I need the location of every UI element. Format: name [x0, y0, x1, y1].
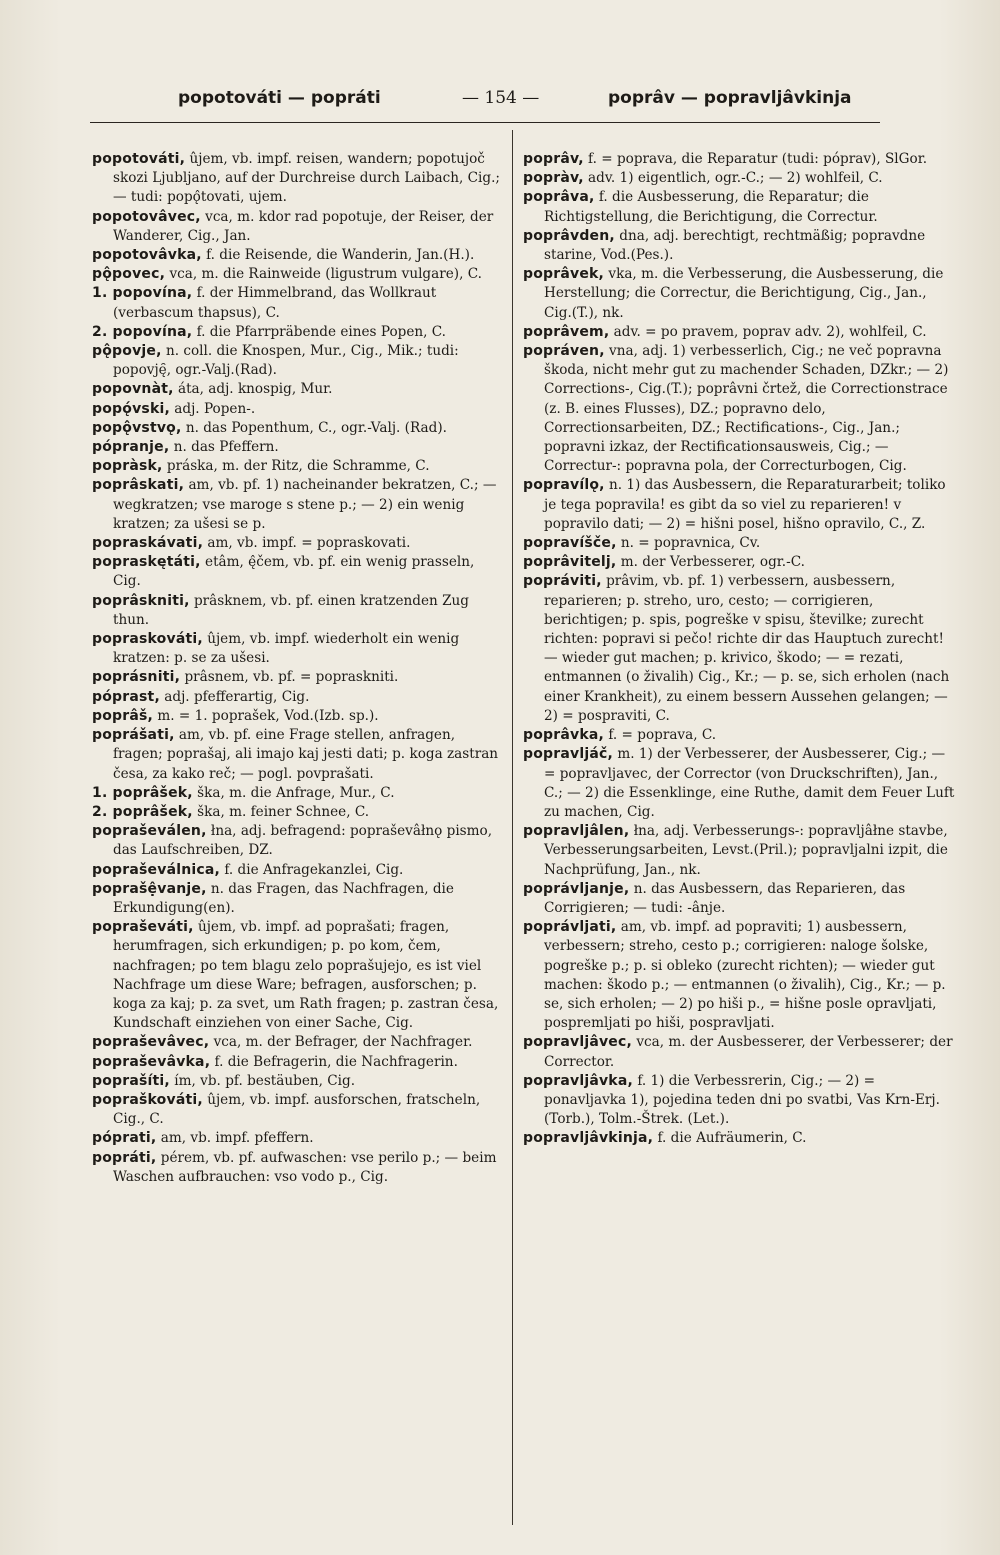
entry-headword: poprâvitelj,: [523, 554, 617, 571]
entry-definition: práska, m. der Ritz, die Schramme, C.: [162, 458, 430, 475]
dictionary-entry: [92, 688, 502, 707]
entry-headword: popráven,: [523, 343, 605, 360]
entry-headword: poprášati,: [92, 727, 175, 744]
entry-headword: 2. poprâšek,: [92, 803, 193, 820]
dictionary-entry: [92, 342, 502, 380]
entry-definition: adv. 1) eigentlich, ogr.-C.; — 2) wohlfeil, C.: [583, 170, 883, 187]
entry-headword: pǫ̂povec,: [92, 266, 166, 283]
entry-definition: f. = poprava, die Reparatur (tudi: póprav), SlGor.: [583, 151, 928, 167]
dictionary-entry: [523, 150, 955, 169]
entry-headword: popráti,: [92, 1149, 157, 1166]
dictionary-entry: [92, 918, 502, 1033]
entry-headword: popraševálnica,: [92, 861, 221, 878]
entry-definition: adv. = po pravem, poprav adv. 2), wohlfeil, C.: [609, 323, 927, 340]
entry-headword: pǫ̂povje,: [92, 343, 162, 360]
dictionary-entry: [523, 342, 955, 476]
entry-definition: prâsknem, vb. pf. einen kratzenden Zug thun.: [113, 592, 469, 628]
entry-definition: am, vb. impf. ad popraviti; 1) ausbessern, verbessern; streho, cesto p.; corrigieren: naloge šolske, pogreške p.; p. si obleko (zurecht richten); — wieder gut machen: škodo p.; — entmannen (o živalih), Cig., Kr.; — p. se, sich erholen; — 2) po hiši p., = hišne posle opravljati, pospremljati po hiši, pospravljati.: [544, 919, 946, 1032]
dictionary-entry: [92, 861, 502, 880]
entry-definition: f. die Ausbesserung, die Reparatur; die Richtigstellung, die Berichtigung, die Correctur.: [544, 189, 878, 225]
entry-definition: ím, vb. pf. bestäuben, Cig.: [169, 1072, 356, 1089]
entry-definition: n. = popravnica, Cv.: [616, 535, 761, 552]
dictionary-entry: [92, 265, 502, 284]
dictionary-entry: [92, 553, 502, 591]
dictionary-entry: [92, 150, 502, 208]
entry-definition: f. = poprava, C.: [604, 727, 717, 744]
entry-definition: am, vb. impf. pfeffern.: [156, 1130, 314, 1147]
dictionary-entry: [92, 1053, 502, 1072]
dictionary-entry: [92, 438, 502, 457]
dictionary-entry: [92, 726, 502, 784]
entry-headword: popraskętáti,: [92, 554, 201, 571]
entry-definition: m. der Verbesserer, ogr.-C.: [616, 554, 805, 571]
entry-headword: poprâvka,: [523, 727, 605, 744]
dictionary-entry: [523, 726, 955, 745]
entry-headword: pópranje,: [92, 439, 170, 456]
entry-headword: popotováti,: [92, 151, 186, 167]
entry-headword: popravljáč,: [523, 746, 614, 763]
dictionary-entry: [523, 880, 955, 918]
entry-headword: popǫ̂vstvǫ,: [92, 419, 182, 436]
entry-definition: łna, adj. befragend: popraševâłnǫ pismo, das Laufschreiben, DZ.: [113, 823, 493, 859]
entry-definition: ûjem, vb. impf. reisen, wandern; popotujoč skozi Ljubljano, auf der Durchreise durch Laibach, Cig.; — tudi: popǫ̂tovati, ujem.: [113, 151, 500, 206]
entry-definition: dna, adj. berechtigt, rechtmäßig; popravdne starine, Vod.(Pes.).: [544, 227, 926, 264]
entry-headword: popraševâvka,: [92, 1053, 211, 1070]
entry-definition: łna, adj. Verbesserungs-: popravljâłne stavbe, Verbesserungsarbeiten, Levst.(Pril.); popravljalni izpit, die Nachprüfung, Jan., nk.: [544, 823, 948, 878]
entry-headword: popràv,: [523, 170, 584, 187]
entry-definition: f. die Reisende, die Wanderin, Jan.(H.).: [201, 247, 475, 264]
entry-headword: poprávljati,: [523, 919, 617, 936]
entry-definition: vna, adj. 1) verbesserlich, Cig.; ne več popravna škoda, nicht mehr gut zu machender Schaden, DZkr.; — 2) Corrections-, Cig.(T.); poprâvni črtež, die Correctionstrace (z. B. eines Flusses), DZ.; popravno delo, Correctionsarbeiten, DZ.; Rectifications-, Cig., Jan.; popravni izkaz, der Rectificationsausweis, Cig.; — Correctur-: popravna pola, der Correcturbogen, Cig.: [544, 343, 949, 475]
entry-definition: ška, m. feiner Schnee, C.: [192, 803, 370, 820]
dictionary-entry: [92, 1072, 502, 1091]
entry-headword: poprâvem,: [523, 323, 610, 340]
entry-headword: poprâš,: [92, 707, 154, 724]
entry-headword: popravljâvec,: [523, 1034, 633, 1051]
dictionary-entry: [92, 208, 502, 246]
left-column: [92, 150, 502, 1187]
entry-headword: popravljâvkinja,: [523, 1130, 654, 1147]
dictionary-entry: [92, 630, 502, 668]
dictionary-entry: [523, 1129, 955, 1148]
dictionary-entry: [92, 784, 502, 803]
entry-headword: póprast,: [92, 688, 160, 705]
entry-definition: vca, m. kdor rad popotuje, der Reiser, der Wanderer, Cig., Jan.: [113, 208, 494, 244]
column-divider: [512, 130, 513, 1525]
dictionary-entry: [523, 188, 955, 226]
dictionary-entry: [92, 1149, 502, 1187]
entry-headword: poprâva,: [523, 189, 595, 206]
entry-headword: poprâskniti,: [92, 592, 190, 609]
entry-definition: vca, m. die Rainweide (ligustrum vulgare), C.: [165, 266, 482, 283]
entry-definition: vca, m. der Ausbesserer, der Verbesserer; der Corrector.: [544, 1034, 953, 1070]
entry-headword: poprâvden,: [523, 227, 615, 244]
dictionary-entry: [523, 1033, 955, 1071]
entry-definition: m. = 1. poprašek, Vod.(Izb. sp.).: [153, 707, 379, 724]
entry-definition: ûjem, vb. impf. ausforschen, fratscheln, Cig., C.: [113, 1091, 481, 1128]
entry-headword: poprašíti,: [92, 1072, 170, 1089]
dictionary-entry: [92, 1129, 502, 1148]
dictionary-entry: [92, 457, 502, 476]
dictionary-entry: [523, 822, 955, 880]
entry-headword: popraševáti,: [92, 919, 194, 936]
dictionary-entry: [523, 572, 955, 726]
dictionary-entry: [92, 822, 502, 860]
dictionary-entry: [92, 323, 502, 342]
entry-headword: póprati,: [92, 1130, 157, 1147]
entry-headword: popravílǫ,: [523, 477, 605, 494]
entry-headword: poprâvek,: [523, 266, 605, 283]
entry-headword: poprašệvanje,: [92, 880, 207, 897]
dictionary-entry: [523, 476, 955, 534]
page-number: — 154 —: [462, 88, 540, 108]
dictionary-entry: [92, 380, 502, 399]
dictionary-entry: [523, 265, 955, 323]
dictionary-entry: [92, 592, 502, 630]
entry-definition: f. die Anfragekanzlei, Cig.: [220, 861, 404, 878]
entry-headword: popraskávati,: [92, 535, 204, 552]
entry-definition: pérem, vb. pf. aufwaschen: vse perilo p.; — beim Waschen aufbrauchen: vso vodo p., Cig.: [113, 1149, 497, 1185]
entry-headword: popraševâvec,: [92, 1034, 210, 1051]
dictionary-entry: [92, 1091, 502, 1129]
dictionary-entry: [523, 534, 955, 553]
entry-definition: adj. Popen-.: [169, 400, 256, 417]
header-right-guideword: poprâv — popravljâvkinja: [608, 88, 852, 108]
entry-definition: f. der Himmelbrand, das Wollkraut (verbascum thapsus), C.: [113, 285, 437, 321]
entry-definition: n. coll. die Knospen, Mur., Cig., Mik.; tudi: popovję̑, ogr.-Valj.(Rad).: [113, 343, 459, 379]
entry-headword: poprâv,: [523, 151, 584, 167]
dictionary-entry: [523, 227, 955, 265]
entry-headword: popǫ́vski,: [92, 400, 170, 417]
entry-definition: vca, m. der Befrager, der Nachfrager.: [209, 1034, 473, 1051]
dictionary-entry: [523, 553, 955, 572]
entry-definition: etâm, ę̂čem, vb. pf. ein wenig prasseln, Cig.: [113, 554, 475, 590]
entry-headword: popovnàt,: [92, 381, 174, 398]
entry-definition: ûjem, vb. impf. wiederholt ein wenig kratzen: p. se za ušesi.: [113, 631, 460, 667]
entry-definition: am, vb. pf. eine Frage stellen, anfragen, fragen; poprašaj, ali imajo kaj jesti dati; p. koga zastran česa, za kako reč; — pogl. povprašati.: [113, 727, 499, 782]
dictionary-entry: [523, 745, 955, 822]
entry-definition: n. das Pfeffern.: [169, 439, 279, 456]
dictionary-entry: [523, 323, 955, 342]
entry-definition: m. 1) der Verbesserer, der Ausbesserer, Cig.; — = popravljavec, der Corrector (von Druckschriften), Jan., C.; — 2) die Essenklinge, eine Ruthe, damit dem Feuer Luft zu machen, Cig.: [544, 746, 955, 820]
dictionary-entry: [92, 668, 502, 687]
entry-definition: adj. pfefferartig, Cig.: [159, 688, 310, 705]
entry-definition: n. das Popenthum, C., ogr.-Valj. (Rad).: [181, 419, 447, 436]
entry-headword: popravljâlen,: [523, 823, 630, 840]
entry-definition: áta, adj. knospig, Mur.: [173, 381, 333, 398]
entry-definition: f. die Pfarrpräbende eines Popen, C.: [192, 323, 447, 340]
entry-headword: popraskováti,: [92, 631, 203, 648]
dictionary-entry: [92, 534, 502, 553]
entry-definition: vka, m. die Verbesserung, die Ausbesserung, die Herstellung; die Correctur, die Berichtigung, Cig., Jan., Cig.(T.), nk.: [544, 266, 944, 321]
entry-headword: popotovâvka,: [92, 247, 202, 264]
running-header: [90, 88, 880, 116]
dictionary-entry: [92, 419, 502, 438]
entry-headword: popràsk,: [92, 458, 163, 475]
entry-definition: f. 1) die Verbessrerin, Cig.; — 2) = ponavljavka 1), pojedina teden dni po svatbi, Vas Krn-Erj.(Torb.), Tolm.-Štrek. (Let.).: [544, 1072, 940, 1128]
dictionary-entry: [92, 284, 502, 322]
entry-headword: poprâskati,: [92, 477, 185, 494]
entry-headword: popraševálen,: [92, 823, 207, 840]
entry-definition: n. 1) das Ausbessern, die Reparaturarbeit; toliko je tega popravila! es gibt da so viel zu reparieren! v popravilo dati; — 2) = hišni posel, hišno opravilo, C., Z.: [544, 477, 946, 532]
dictionary-entry: [92, 707, 502, 726]
entry-definition: n. das Fragen, das Nachfragen, die Erkundigung(en).: [113, 880, 454, 916]
entry-definition: f. die Befragerin, die Nachfragerin.: [210, 1053, 458, 1070]
entry-headword: 1. poprâšek,: [92, 784, 193, 801]
entry-definition: ûjem, vb. impf. ad poprašati; fragen, herumfragen, sich erkundigen; p. po kom, čem, nachfragen; po tem blagu zelo poprašujejo, es ist viel Nachfrage um diese Ware; befragen, ausforschen; p. koga za kaj; p. za svet, um Rath fragen; p. zastran česa, Kundschaft einziehen von einer Sache, Cig.: [113, 919, 499, 1032]
entry-headword: 1. popovína,: [92, 285, 193, 302]
dictionary-entry: [92, 400, 502, 419]
dictionary-entry: [92, 476, 502, 534]
entry-headword: popráviti,: [523, 573, 602, 590]
dictionary-entry: [92, 1033, 502, 1052]
entry-headword: 2. popovína,: [92, 323, 193, 340]
header-rule: [90, 122, 880, 123]
entry-headword: poprásniti,: [92, 669, 181, 686]
entry-definition: am, vb. impf. = popraskovati.: [203, 535, 411, 552]
entry-headword: popraškováti,: [92, 1091, 203, 1108]
entry-definition: ška, m. die Anfrage, Mur., C.: [192, 784, 395, 801]
header-left-guideword: popotováti — popráti: [178, 88, 381, 108]
dictionary-entry: [92, 803, 502, 822]
entry-headword: popravíšče,: [523, 535, 617, 552]
right-column: [523, 150, 955, 1149]
dictionary-entry: [523, 1072, 955, 1130]
dictionary-entry: [92, 246, 502, 265]
entry-headword: popotovâvec,: [92, 208, 201, 225]
entry-definition: am, vb. pf. 1) nacheinander bekratzen, C.; — wegkratzen; vse maroge s stene p.; — 2) ein wenig kratzen; za ušesi se p.: [113, 477, 497, 532]
entry-definition: prâvim, vb. pf. 1) verbessern, ausbessern, reparieren; p. streho, uro, cesto; — corrigieren, berichtigen; p. spis, pogreške v spisu, številke; zurecht richten: popravi si pečo! richte dir das Hauptuch zurecht! — wieder gut machen; p. krivico, škodo; — = rezati, entmannen (o živalih) Cig., Kr.; — p. se, sich erholen (nach einer Krankheit), zu einem bessern Aussehen gelangen; — 2) = pospraviti, C.: [544, 573, 950, 724]
entry-definition: prâsnem, vb. pf. = popraskniti.: [180, 669, 399, 686]
dictionary-entry: [523, 918, 955, 1033]
dictionary-entry: [523, 169, 955, 188]
entry-definition: n. das Ausbessern, das Reparieren, das Corrigieren; — tudi: -ânje.: [544, 880, 906, 916]
entry-headword: popravljâvka,: [523, 1072, 633, 1089]
entry-headword: poprávljanje,: [523, 880, 630, 897]
entry-definition: f. die Aufräumerin, C.: [653, 1130, 807, 1147]
dictionary-entry: [92, 880, 502, 918]
